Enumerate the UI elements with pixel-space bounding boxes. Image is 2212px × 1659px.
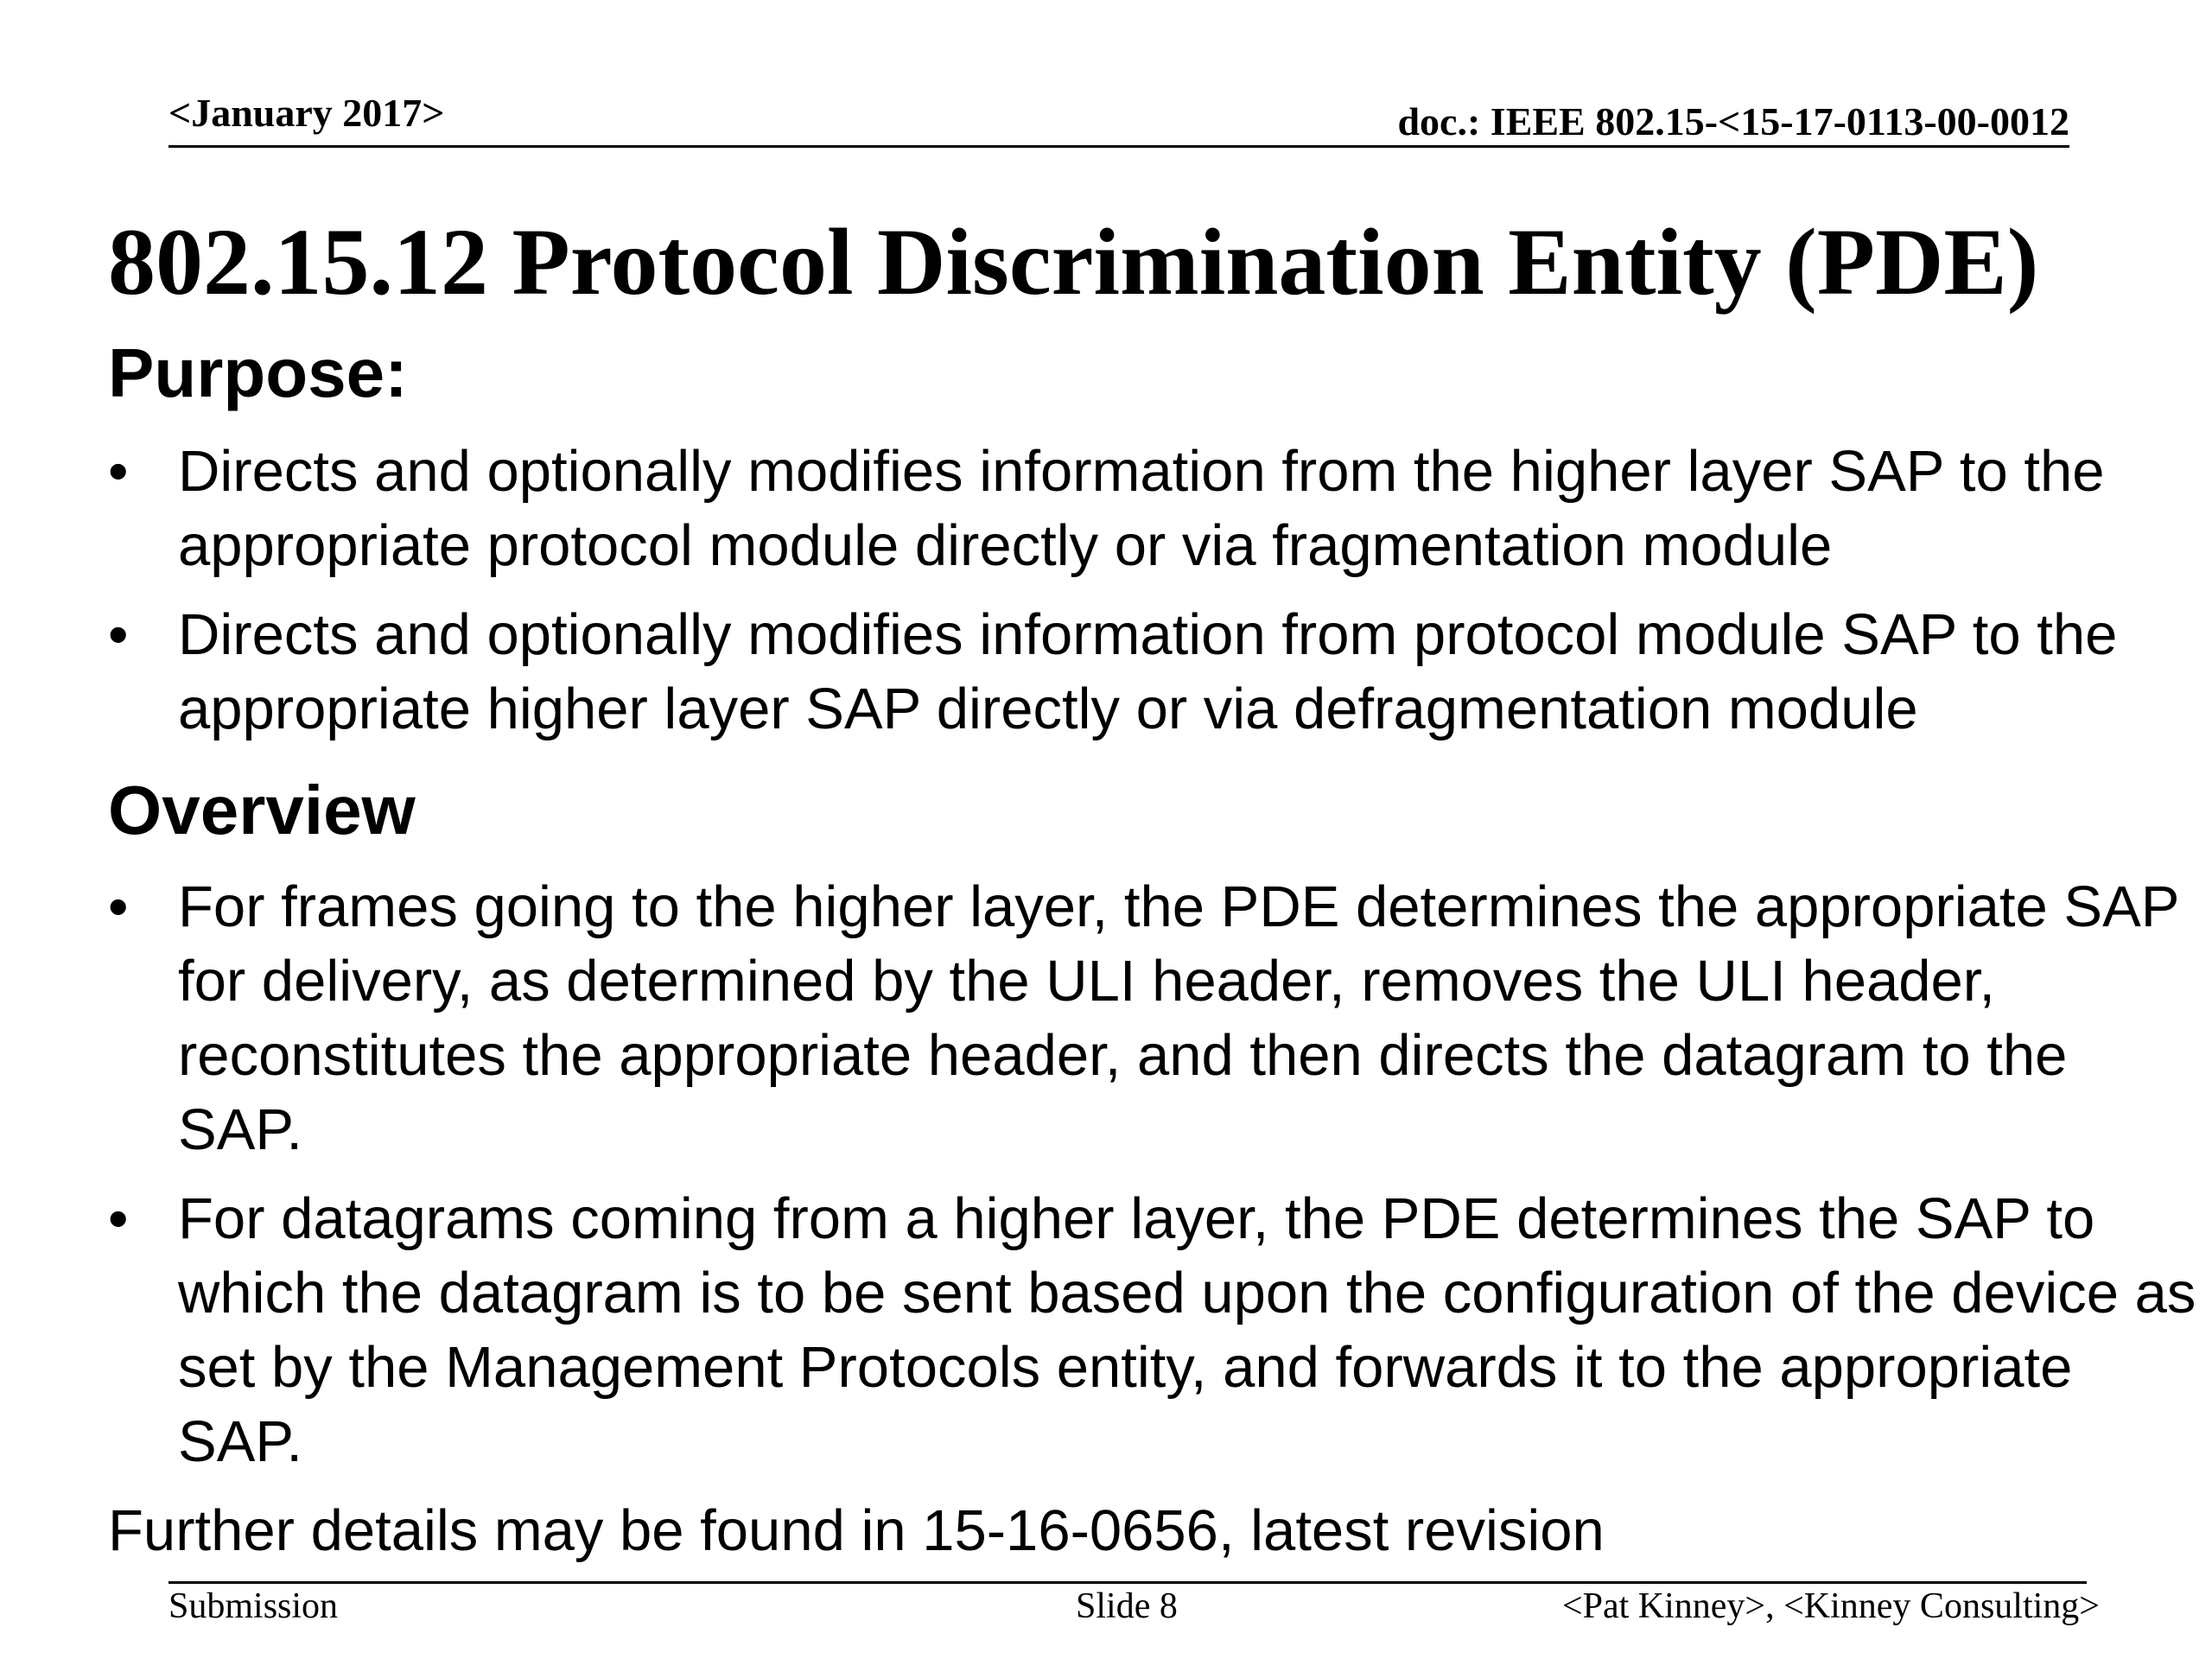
purpose-item-text: Directs and optionally modifies information from the higher layer SAP to the appropriate protocol module directly or via fragmentation module xyxy=(178,439,2105,578)
bullet-icon: • xyxy=(108,1186,129,1251)
bullet-icon: • xyxy=(108,874,129,939)
purpose-item-text: Directs and optionally modifies information from protocol module SAP to the appropriate higher layer SAP directly or via defragmentation module xyxy=(178,602,2118,741)
slide-title: 802.15.12 Protocol Discrimination Entity (PDE) xyxy=(108,209,2039,315)
bullet-icon: • xyxy=(108,602,129,667)
footer-submission: Submission xyxy=(168,1586,339,1626)
overview-item-text: For datagrams coming from a higher layer, the PDE determines the SAP to which the datagram is to be sent based upon the configuration of the device as set by the Management Protocols entity, and forwards it to the appropriate SAP. xyxy=(178,1186,2196,1474)
bullet-icon: • xyxy=(108,439,129,504)
overview-item xyxy=(108,870,2199,1167)
header-rule xyxy=(168,145,2069,148)
overview-heading: Overview xyxy=(108,772,416,849)
footer-slide-number: Slide 8 xyxy=(1076,1586,1178,1626)
overview-item xyxy=(108,1182,2199,1479)
purpose-item xyxy=(108,598,2199,747)
overview-item-text: For frames going to the higher layer, the PDE determines the appropriate SAP for delivery, as determined by the ULI header, removes the ULI header, reconstitutes the appropriate header, and then directs the datagram to the SAP. xyxy=(178,874,2179,1162)
purpose-heading: Purpose: xyxy=(108,334,408,411)
footer-rule xyxy=(168,1581,2087,1584)
purpose-item xyxy=(108,435,2199,583)
footnote: Further details may be found in 15-16-0656, latest revision xyxy=(108,1498,1605,1563)
footer-author: <Pat Kinney>, <Kinney Consulting> xyxy=(1561,1586,2100,1626)
header-date: <January 2017> xyxy=(168,91,445,135)
purpose-list xyxy=(108,435,2199,747)
overview-list xyxy=(108,870,2199,1479)
header-doc-id: doc.: IEEE 802.15-<15-17-0113-00-0012 xyxy=(1397,99,2069,143)
